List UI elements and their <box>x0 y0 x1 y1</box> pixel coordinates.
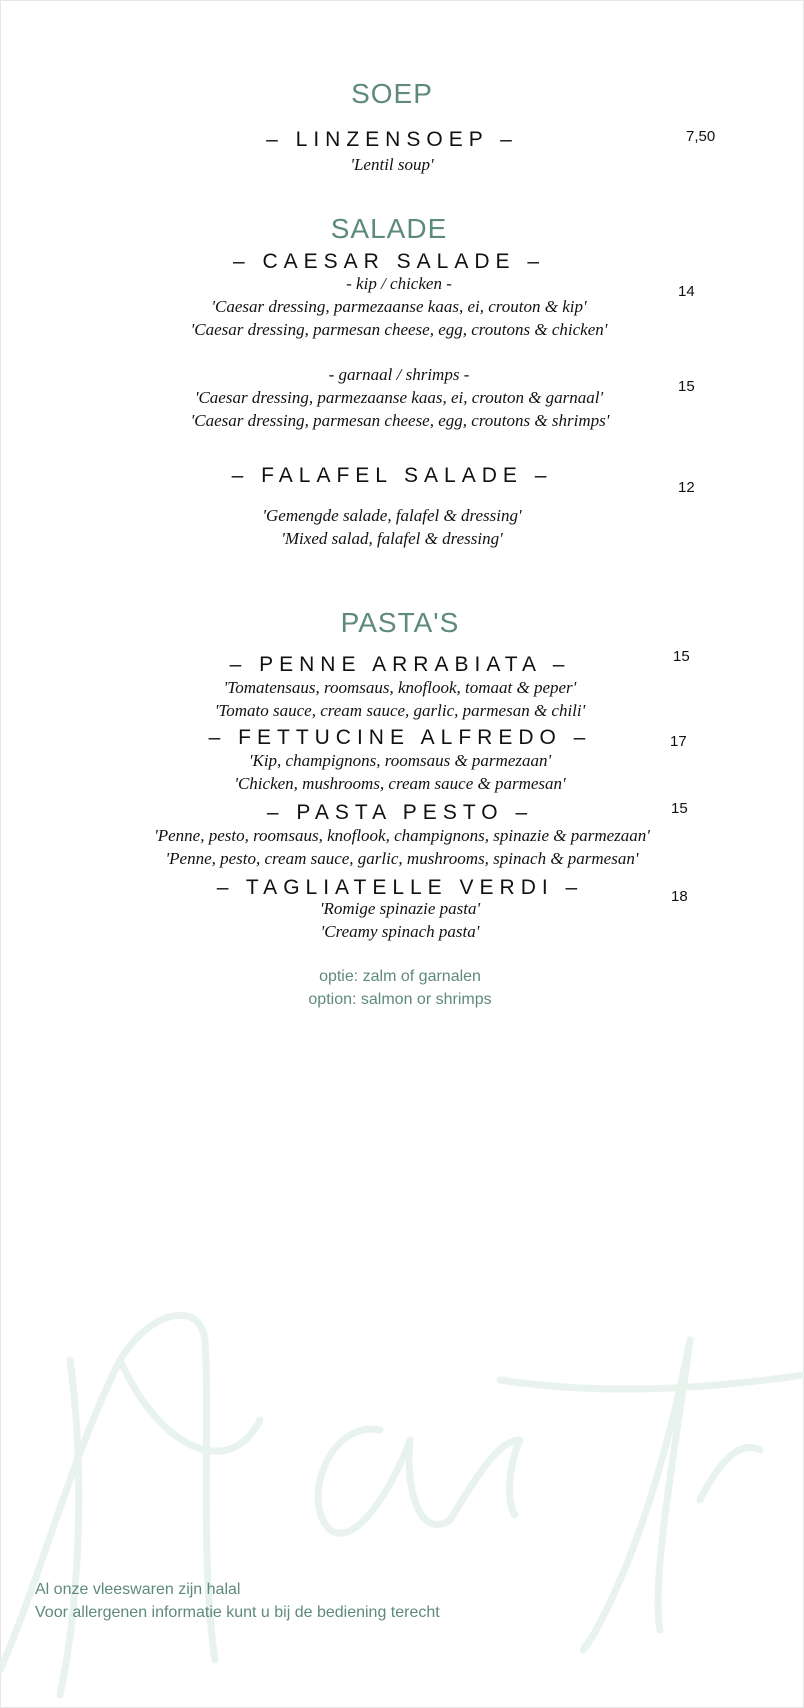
dish-name-verdi: – TAGLIATELLE VERDI – <box>216 876 584 899</box>
pasta-option-nl: optie: zalm of garnalen <box>319 968 481 985</box>
desc-caesar-chicken-nl: 'Caesar dressing, parmezaanse kaas, ei, crouton & kip' <box>211 297 587 316</box>
dish-name-caesar: – CAESAR SALADE – <box>232 250 546 273</box>
desc-verdi-en: 'Creamy spinach pasta' <box>320 922 480 941</box>
desc-linzensoep: 'Lentil soup' <box>350 155 434 174</box>
price-linzensoep: 7,50 <box>686 128 716 145</box>
desc-caesar-chicken-en: 'Caesar dressing, parmesan cheese, egg, croutons & chicken' <box>190 320 608 339</box>
desc-pesto-en: 'Penne, pesto, cream sauce, garlic, mushrooms, spinach & parmesan' <box>165 849 639 868</box>
desc-falafel-en: 'Mixed salad, falafel & dressing' <box>281 529 503 548</box>
desc-arrabiata-en: 'Tomato sauce, cream sauce, garlic, parmesan & chili' <box>214 701 586 720</box>
marti-watermark-logo <box>0 1300 804 1708</box>
variant-caesar-chicken: - kip / chicken - <box>346 274 452 293</box>
dish-name-pesto: – PASTA PESTO – <box>266 801 534 824</box>
variant-caesar-shrimps: - garnaal / shrimps - <box>328 365 470 384</box>
price-pesto: 15 <box>671 800 688 817</box>
footer-allergen-note: Voor allergenen informatie kunt u bij de bediening terecht <box>35 1604 440 1621</box>
price-falafel: 12 <box>678 479 695 496</box>
desc-caesar-shrimps-nl: 'Caesar dressing, parmezaanse kaas, ei, crouton & garnaal' <box>194 388 604 407</box>
desc-verdi-nl: 'Romige spinazie pasta' <box>319 899 481 918</box>
section-title-salade: SALADE <box>330 213 448 244</box>
desc-alfredo-en: 'Chicken, mushrooms, cream sauce & parmesan' <box>234 774 566 793</box>
dish-name-alfredo: – FETTUCINE ALFREDO – <box>208 726 592 749</box>
dish-name-linzensoep: – LINZENSOEP – <box>266 128 518 151</box>
price-caesar-chicken: 14 <box>678 283 695 300</box>
dish-name-falafel: – FALAFEL SALADE – <box>231 464 553 487</box>
desc-alfredo-nl: 'Kip, champignons, roomsaus & parmezaan' <box>248 751 552 770</box>
desc-caesar-shrimps-en: 'Caesar dressing, parmesan cheese, egg, croutons & shrimps' <box>190 411 610 430</box>
price-caesar-shrimps: 15 <box>678 378 695 395</box>
price-verdi: 18 <box>671 888 688 905</box>
section-title-soep: SOEP <box>351 78 433 109</box>
desc-pesto-nl: 'Penne, pesto, roomsaus, knoflook, champignons, spinazie & parmezaan' <box>154 826 650 845</box>
pasta-option-en: option: salmon or shrimps <box>308 991 492 1008</box>
desc-falafel-nl: 'Gemengde salade, falafel & dressing' <box>262 506 522 525</box>
price-arrabiata: 15 <box>673 648 690 665</box>
section-title-pasta: PASTA'S <box>340 607 460 638</box>
price-alfredo: 17 <box>670 733 687 750</box>
desc-arrabiata-nl: 'Tomatensaus, roomsaus, knoflook, tomaat & peper' <box>223 678 577 697</box>
dish-name-arrabiata: – PENNE ARRABIATA – <box>229 653 571 676</box>
footer-halal-note: Al onze vleeswaren zijn halal <box>35 1581 241 1598</box>
